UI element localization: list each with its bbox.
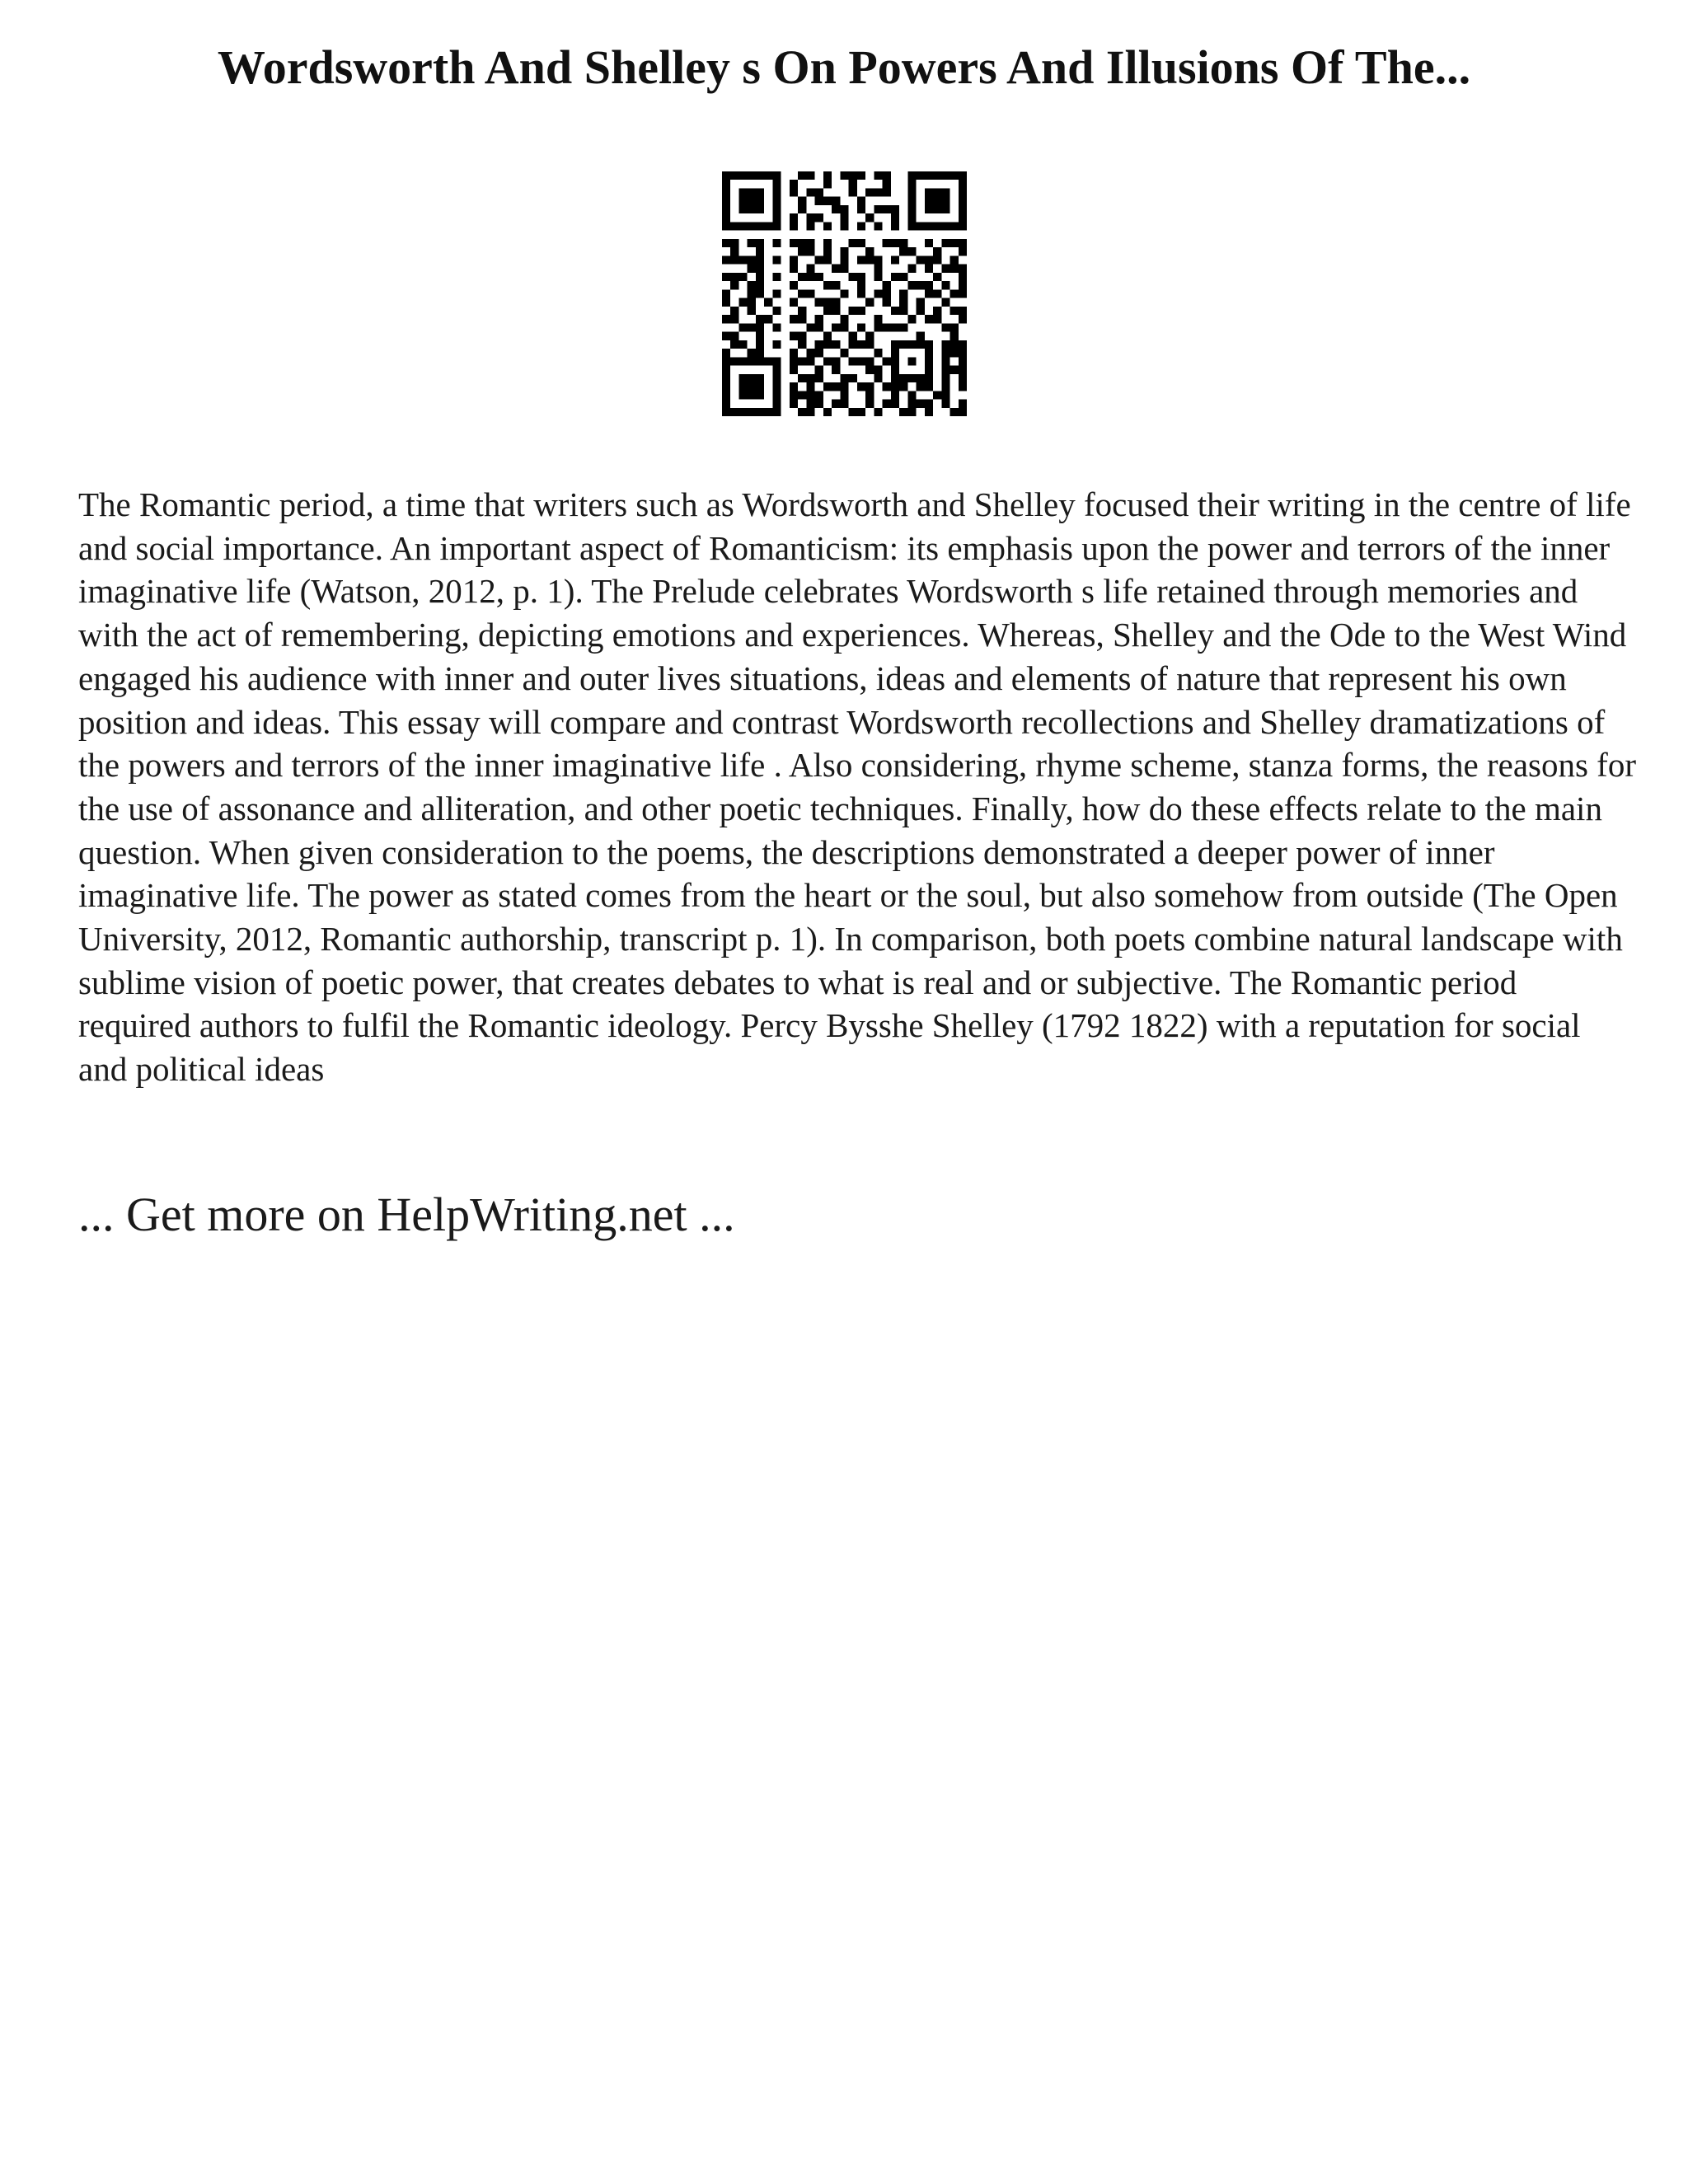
qr-code-graphic <box>722 171 967 416</box>
qr-code-icon[interactable] <box>722 171 967 416</box>
essay-preview-paragraph: The Romantic period, a time that writers such as Wordsworth and Shelley focused their writing in the centre of life and social importance. An important aspect of Romanticism: its emphasis upon the power and terrors of the inner imaginative life (Watson, 2012, p. 1). The Prelude celebrates Wordsworth s life retained through memories and with the act of remembering, depicting emotions and experiences. Whereas, Shelley and the Ode to the West Wind engaged his audience with inner and outer lives situations, ideas and elements of nature that represent his own position and ideas. This essay will compare and contrast Wordsworth recollections and Shelley dramatizations of the powers and terrors of the inner imaginative life . Also considering, rhyme scheme, stanza forms, the reasons for the use of assonance and alliteration, and other poetic techniques. Finally, how do these effects relate to the main question. When given consideration to the poems, the descriptions demonstrated a deeper power of inner imaginative life. The power as stated comes from the heart or the soul, but also somehow from outside (The Open University, 2012, Romantic authorship, transcript p. 1). In comparison, both poets combine natural landscape with sublime vision of poetic power, that creates debates to what is real and or subjective. The Romantic period required authors to fulfil the Romantic ideology. Percy Bysshe Shelley (1792 1822) with a reputation for social and political ideas <box>78 485 1636 1089</box>
document-title: Wordsworth And Shelley s On Powers And Illusions Of The... <box>217 40 1471 94</box>
get-more-link[interactable]: ... Get more on HelpWriting.net ... <box>78 1188 735 1241</box>
